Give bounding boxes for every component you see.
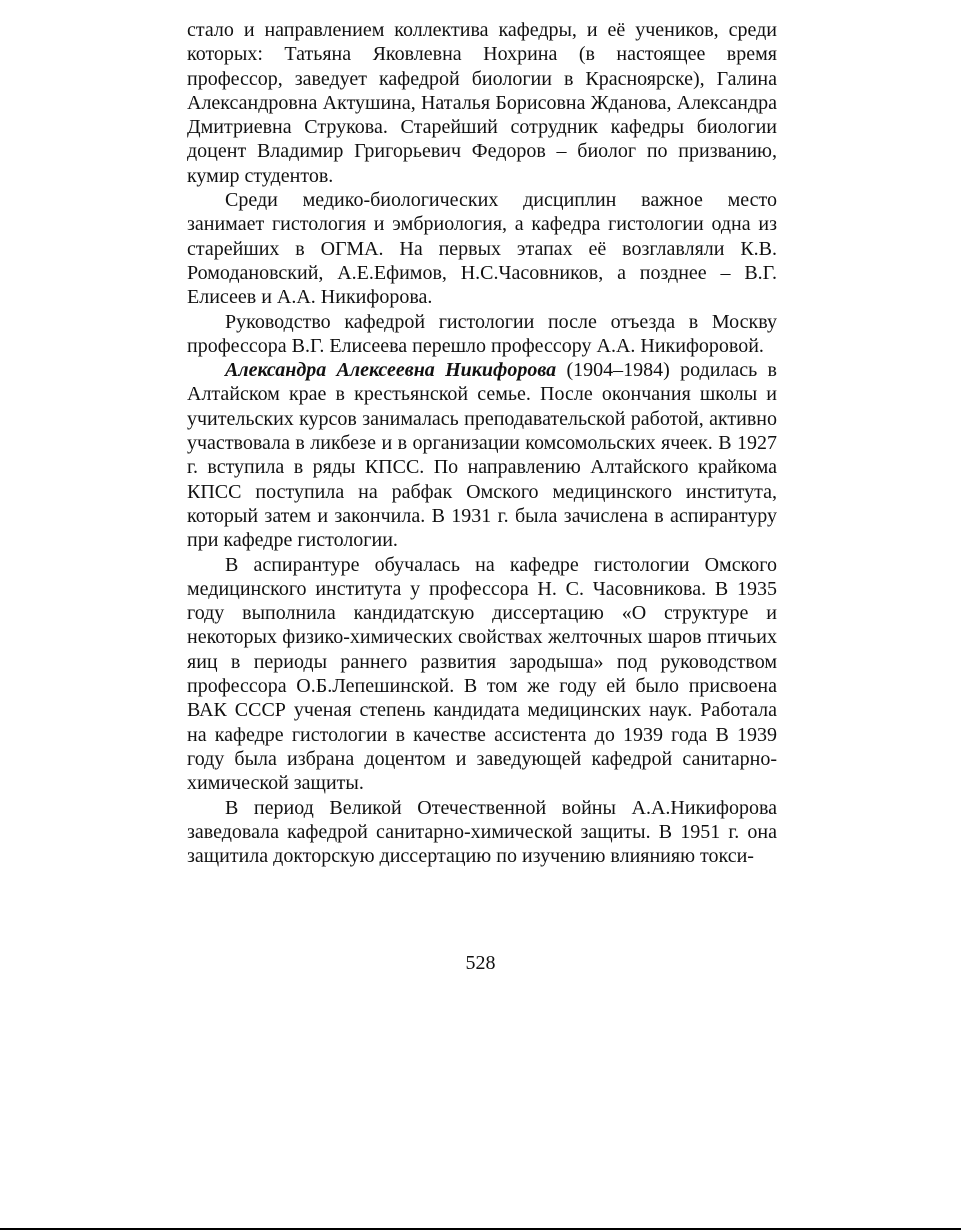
paragraph-5: В аспирантуре обучалась на кафедре гистологии Омского медицинского института у профессора Н. С. Часовникова. В 1935 году выполнила кандидатскую диссертацию «О структуре и некоторых физико-химических свойствах желточных шаров птичьих яиц в периоды раннего развития зародыша» под руководством профессора О.Б.Лепешинской. В том же году ей было присвоена ВАК СССР ученая степень кандидата медицинских наук. Работала на кафедре гистологии в качестве ассистента до 1939 года В 1939 году была избрана доцентом и заведующей кафедрой санитарно-химической защиты. [187,553,777,795]
paragraph-4-text: (1904–1984) родилась в Алтайском крае в крестьянской семье. После окончания школы и учительских курсов занималась преподавательской работой, активно участвовала в ликбезе и в организации комсомольских ячеек. В 1927 г. вступила в ряды КПСС. По направлению Алтайского крайкома КПСС поступила на рабфак Омского медицинского института, который затем и закончила. В 1931 г. была зачислена в аспирантуру при кафедре гистологии. [187,359,778,552]
paragraph-1: стало и направлением коллектива кафедры, и её учеников, среди которых: Татьяна Яковлевна Нохрина (в настоящее время профессор, заведует кафедрой биологии в Красноярске), Галина Александровна Актушина, Наталья Борисовна Жданова, Александра Дмитриевна Струкова. Старейший сотрудник кафедры биологии доцент Владимир Григорьевич Федоров – биолог по призванию, кумир студентов. [187,19,777,187]
person-name: Александра Алексеевна Никифорова [225,359,557,382]
page-body [187,18,777,868]
paragraph-4 [187,358,777,552]
paragraph-6: В период Великой Отечественной войны А.А.Никифорова заведовала кафедрой санитарно-химической защиты. В 1951 г. она защитила докторскую диссертацию по изучению влиянияю токси- [187,796,777,868]
page-number: 528 [465,952,496,974]
paragraph-2: Среди медико-биологических дисциплин важное место занимает гистология и эмбриология, а кафедра гистологии одна из старейших в ОГМА. На первых этапах её возглавляли К.В. Ромодановский, А.Е.Ефимов, Н.С.Часовников, а позднее – В.Г. Елисеев и А.А. Никифорова. [187,189,777,309]
paragraph-3: Руководство кафедрой гистологии после отъезда в Москву профессора В.Г. Елисеева перешло профессору А.А. Никифоровой. [187,310,777,357]
